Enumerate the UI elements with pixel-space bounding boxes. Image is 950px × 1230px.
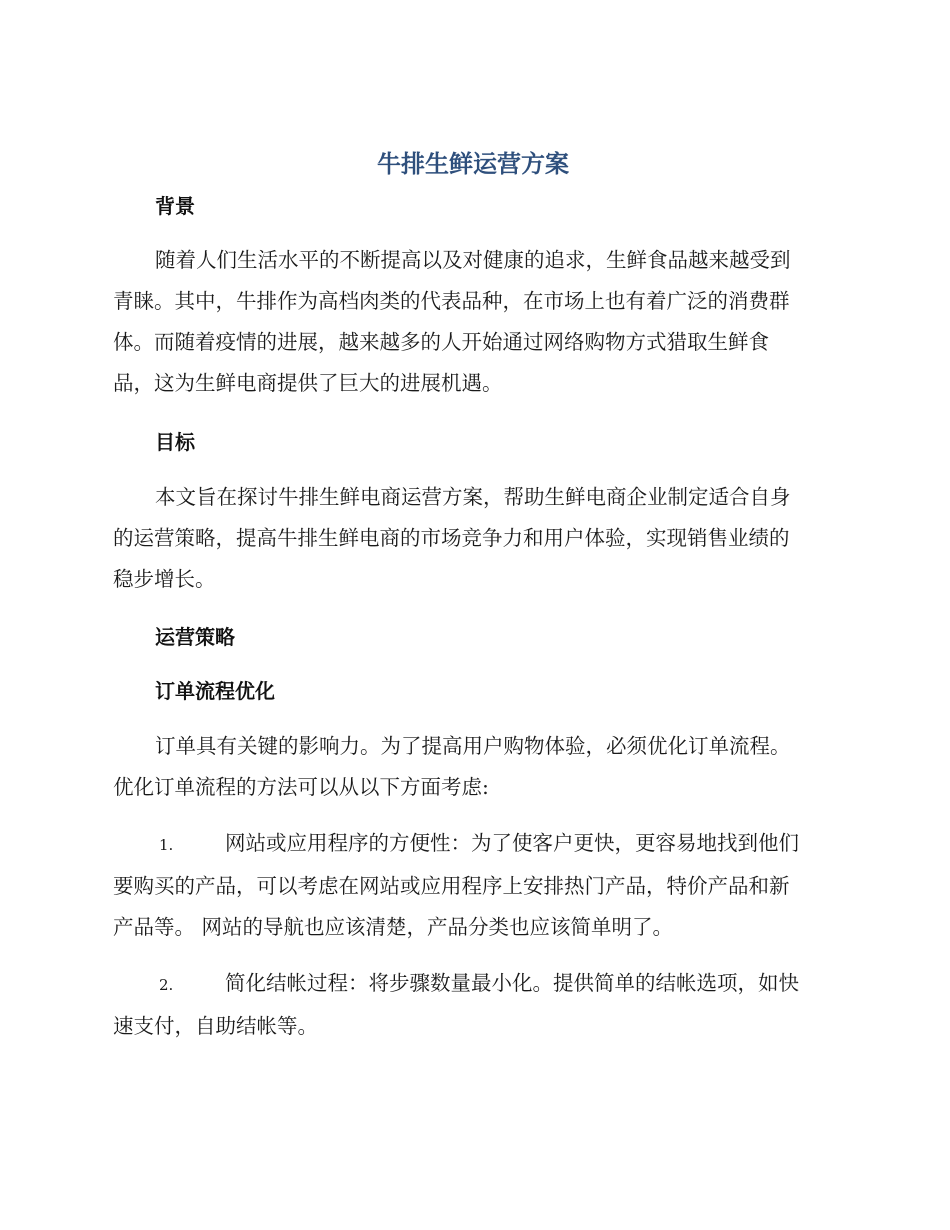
section-heading-order-flow: 订单流程优化	[155, 679, 275, 703]
paragraph-line: 的运营策略，提高牛排生鲜电商的市场竞争力和用户体验，实现销售业绩的	[113, 526, 790, 550]
paragraph-line: 稳步增长。	[113, 567, 216, 591]
paragraph-line: 青睐。其中，牛排作为高档肉类的代表品种，在市场上也有着广泛的消费群	[113, 289, 790, 313]
paragraph-line: 体。而随着疫情的进展，越来越多的人开始通过网络购物方式猎取生鲜食	[113, 330, 769, 354]
paragraph-line: 订单具有关键的影响力。为了提高用户购物体验，必须优化订单流程。	[155, 734, 791, 758]
paragraph-order-flow	[113, 726, 833, 808]
document-title: 牛排生鲜运营方案	[377, 150, 569, 178]
paragraph-line: 品，这为生鲜电商提供了巨大的进展机遇。	[113, 371, 503, 395]
list-item-number: 1.	[159, 836, 174, 854]
paragraph-line: 本文旨在探讨牛排生鲜电商运营方案，帮助生鲜电商企业制定适合自身	[155, 485, 791, 509]
list-item-line: 产品等。 网站的导航也应该清楚，产品分类也应该简单明了。	[113, 915, 674, 939]
section-heading-strategy: 运营策略	[155, 625, 235, 649]
list-item	[113, 963, 833, 1047]
paragraph-background	[113, 240, 833, 404]
paragraph-line: 随着人们生活水平的不断提高以及对健康的追求，生鲜食品越来越受到	[155, 248, 791, 272]
list-item	[113, 823, 833, 948]
paragraph-goal	[113, 477, 833, 600]
list-item-number: 2.	[159, 976, 174, 994]
section-heading-goal: 目标	[155, 430, 195, 454]
list-item-line: 1. 网站或应用程序的方便性：为了使客户更快，更容易地找到他们	[113, 823, 833, 866]
list-item-line: 速支付，自助结帐等。	[113, 1014, 318, 1038]
list-item-line: 2. 简化结帐过程：将步骤数量最小化。提供简单的结帐选项，如快	[113, 963, 833, 1006]
list-item-line: 要购买的产品，可以考虑在网站或应用程序上安排热门产品，特价产品和新	[113, 874, 790, 898]
section-heading-background: 背景	[155, 194, 195, 218]
paragraph-line: 优化订单流程的方法可以从以下方面考虑:	[113, 775, 489, 799]
